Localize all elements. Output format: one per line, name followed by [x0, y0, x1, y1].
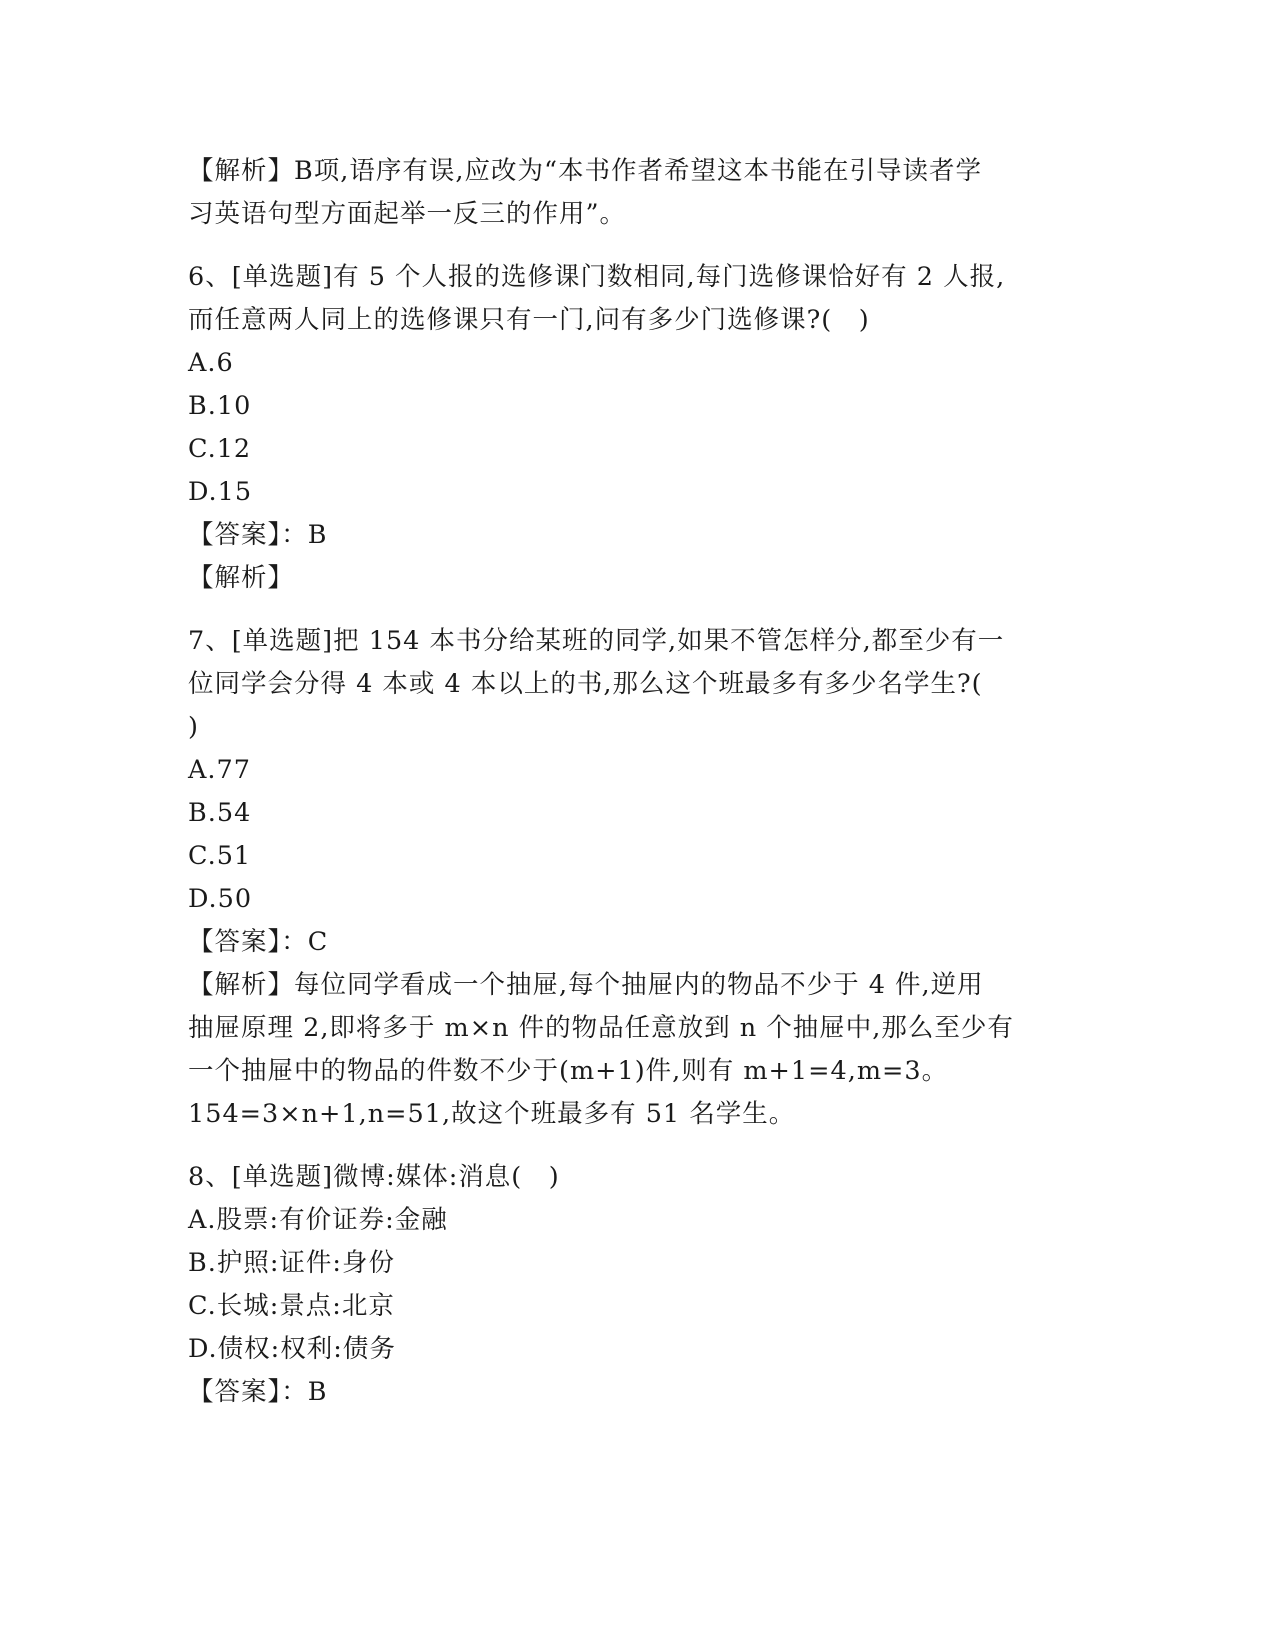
- option-a: A.77: [188, 755, 251, 785]
- answer-line: 【答案】：B: [188, 520, 328, 550]
- intro-analysis: [188, 150, 1088, 236]
- question-7: [188, 620, 1088, 1136]
- option-c: C.长城:景点:北京: [188, 1291, 395, 1321]
- analysis-line: 一个抽屉中的物品的件数不少于(m+1)件,则有 m+1=4,m=3。: [188, 1056, 949, 1086]
- document-page: [188, 150, 1088, 1414]
- question-stem: 6、[单选题]有 5 个人报的选修课门数相同,每门选修课恰好有 2 人报,: [188, 262, 1006, 292]
- analysis-line: 【解析】: [188, 563, 295, 593]
- option-c: C.51: [188, 841, 252, 871]
- analysis-line: 习英语句型方面起举一反三的作用”。: [188, 199, 627, 229]
- option-d: D.债权:权利:债务: [188, 1334, 396, 1364]
- question-stem: 而任意两人同上的选修课只有一门,问有多少门选修课?( ): [188, 305, 870, 335]
- analysis-line: 抽屉原理 2,即将多于 m×n 件的物品任意放到 n 个抽屉中,那么至少有: [188, 1013, 1014, 1043]
- question-stem: 7、[单选题]把 154 本书分给某班的同学,如果不管怎样分,都至少有一: [188, 626, 1005, 656]
- question-8: [188, 1156, 1088, 1414]
- answer-line: 【答案】：C: [188, 927, 329, 957]
- question-stem: 8、[单选题]微博:媒体:消息( ): [188, 1162, 560, 1192]
- question-stem: ): [188, 712, 199, 742]
- answer-line: 【答案】：B: [188, 1377, 328, 1407]
- option-b: B.护照:证件:身份: [188, 1248, 396, 1278]
- option-b: B.10: [188, 391, 252, 421]
- option-d: D.50: [188, 884, 253, 914]
- analysis-line: 【解析】每位同学看成一个抽屉,每个抽屉内的物品不少于 4 件,逆用: [188, 970, 984, 1000]
- option-d: D.15: [188, 477, 253, 507]
- question-stem: 位同学会分得 4 本或 4 本以上的书,那么这个班最多有多少名学生?(: [188, 669, 983, 699]
- option-b: B.54: [188, 798, 252, 828]
- question-6: [188, 256, 1088, 600]
- option-a: A.股票:有价证券:金融: [188, 1205, 448, 1235]
- option-c: C.12: [188, 434, 252, 464]
- analysis-line: 【解析】B项,语序有误,应改为“本书作者希望这本书能在引导读者学: [188, 156, 982, 186]
- option-a: A.6: [188, 348, 234, 378]
- analysis-line: 154=3×n+1,n=51,故这个班最多有 51 名学生。: [188, 1099, 796, 1129]
